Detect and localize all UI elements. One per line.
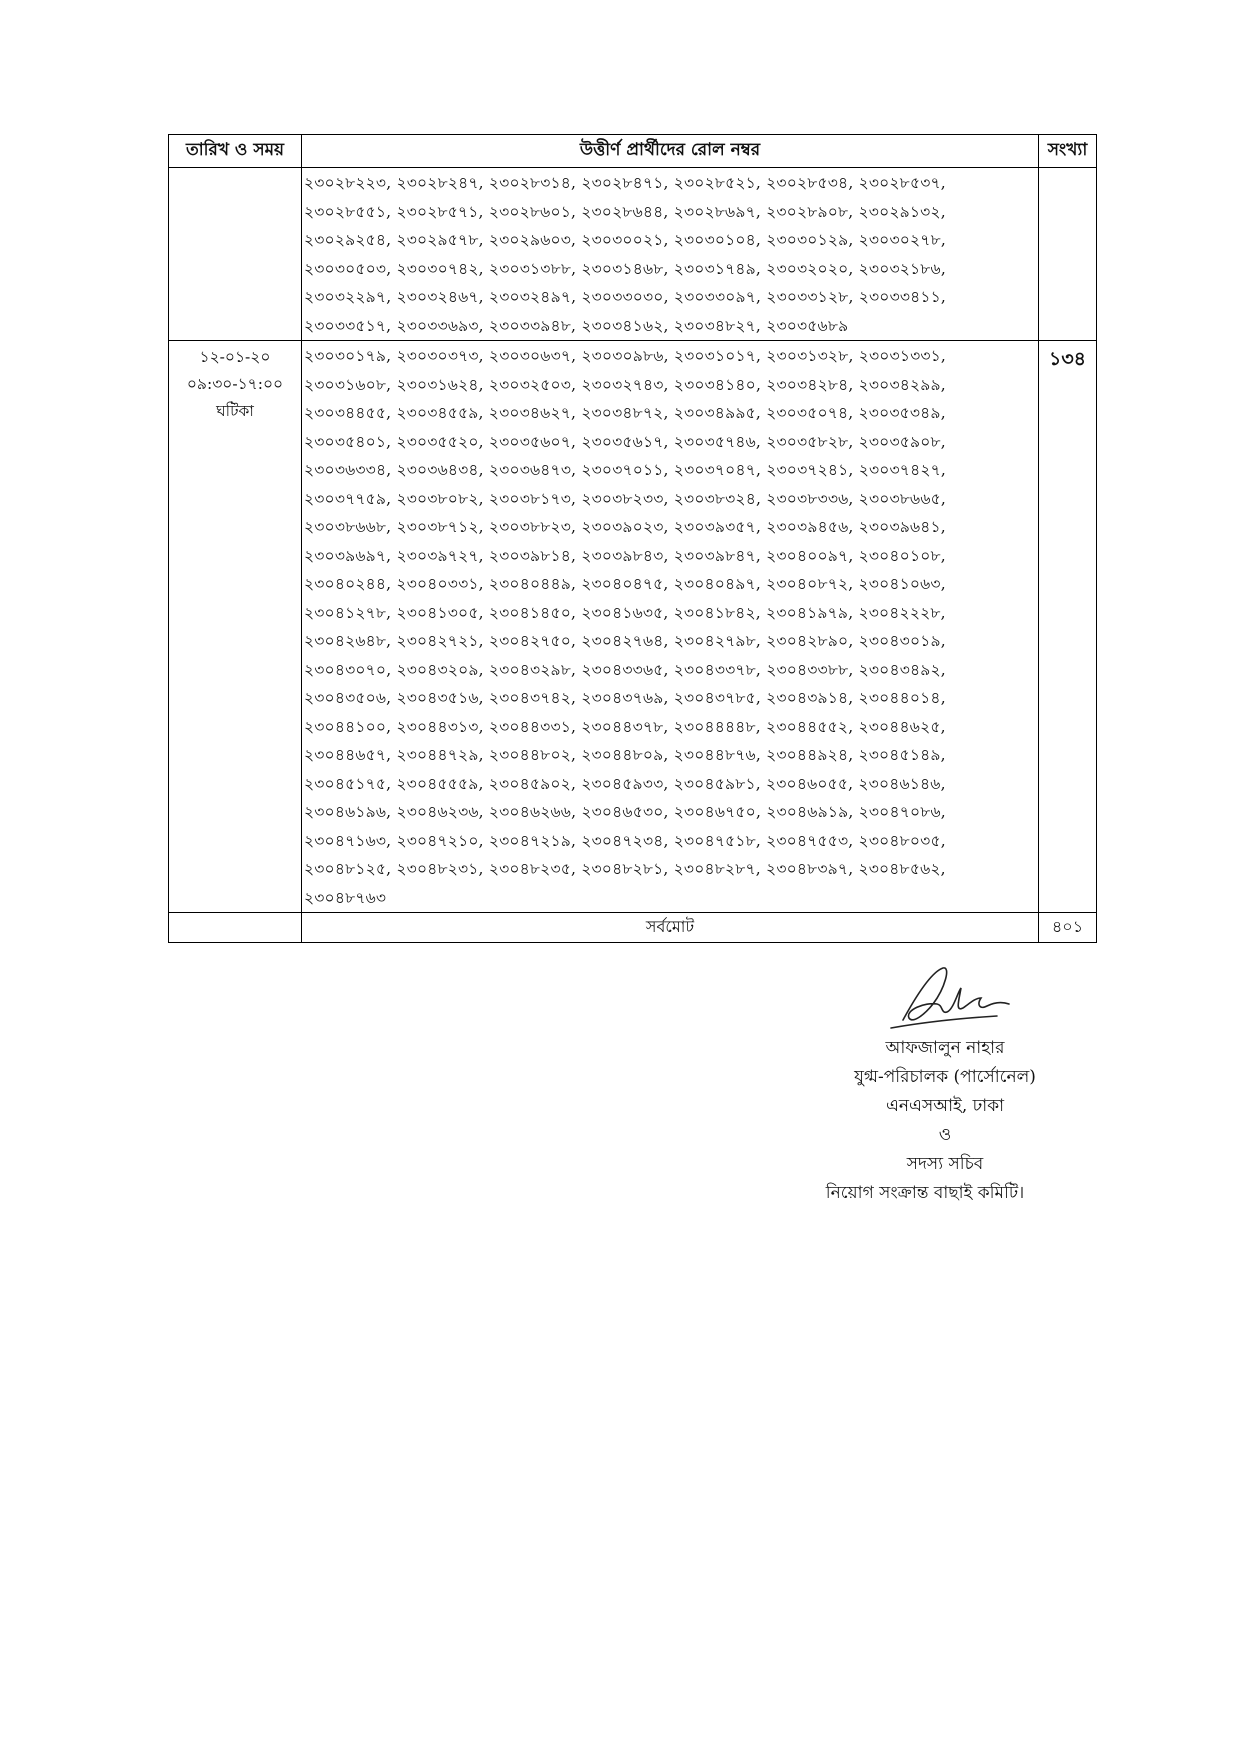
- total-row: [169, 913, 1097, 943]
- roll-number-line: ২৩০৪৩৫০৬, ২৩০৪৩৫১৬, ২৩০৪৩৭৪২, ২৩০৪৩৭৬৯, ২৩০৪৩৭৮৫, ২৩০৪৩৯১৪, ২৩০৪৪০১৪,: [304, 689, 946, 707]
- count-cell: [1039, 168, 1097, 341]
- roll-number-line: ২৩০৩২২৯৭, ২৩০৩২৪৬৭, ২৩০৩২৪৯৭, ২৩০৩৩০৩০, ২৩০৩৩০৯৭, ২৩০৩৩১২৮, ২৩০৩৩৪১১,: [304, 288, 947, 306]
- roll-number-line: ২৩০৪৮৭৬৩: [304, 888, 387, 907]
- signatory-committee: নিয়োগ সংক্রান্ত বাছাই কমিটি।: [825, 1183, 1025, 1203]
- roll-number-line: ২৩০৩৩৫১৭, ২৩০৩৩৬৯৩, ২৩০৩৩৯৪৮, ২৩০৩৪১৬২, ২৩০৩৪৮২৭, ২৩০৩৫৬৮৯: [304, 316, 849, 335]
- roll-number-line: ২৩০৩৪৪৫৫, ২৩০৩৪৫৫৯, ২৩০৩৪৬২৭, ২৩০৩৪৮৭২, ২৩০৩৪৯৯৫, ২৩০৩৫০৭৪, ২৩০৩৫৩৪৯,: [304, 404, 946, 422]
- signatory-conjunction: ও: [938, 1125, 952, 1145]
- date-time-time: ০৯:৩০-১৭:০০: [186, 375, 284, 393]
- roll-number-line: ২৩০৩৬৩৩৪, ২৩০৩৬৪৩৪, ২৩০৩৬৪৭৩, ২৩০৩৭০১১, ২৩০৩৭০৪৭, ২৩০৩৭২৪১, ২৩০৩৭৪২৭,: [304, 461, 947, 479]
- total-label: সর্বমোট: [302, 913, 1039, 943]
- signatory-designation: যুগ্ম-পরিচালক (পার্সোনেল): [854, 1067, 1036, 1087]
- table-header-row: [169, 135, 1097, 168]
- signatory-name: আফজালুন নাহার: [885, 1038, 1005, 1058]
- roll-number-line: ২৩০৩৯৬৯৭, ২৩০৩৯৭২৭, ২৩০৩৯৮১৪, ২৩০৩৯৮৪৩, ২৩০৩৯৮৪৭, ২৩০৪০০৯৭, ২৩০৪০১০৮,: [304, 546, 946, 565]
- roll-number-line: ২৩০৩৮৬৬৮, ২৩০৩৮৭১২, ২৩০৩৮৮২৩, ২৩০৩৯০২৩, ২৩০৩৯৩৫৭, ২৩০৩৯৪৫৬, ২৩০৩৯৬৪১,: [304, 518, 946, 536]
- roll-number-line: ২৩০৩৫৪০১, ২৩০৩৫৫২০, ২৩০৩৫৬০৭, ২৩০৩৫৬১৭, ২৩০৩৫৭৪৬, ২৩০৩৫৮২৮, ২৩০৩৫৯০৮,: [304, 432, 946, 451]
- roll-number-line: ২৩০৩৭৭৫৯, ২৩০৩৮০৮২, ২৩০৩৮১৭৩, ২৩০৩৮২৩৩, ২৩০৩৮৩২৪, ২৩০৩৮৩৩৬, ২৩০৩৮৬৬৫,: [304, 489, 946, 508]
- date-time-cell: [169, 168, 302, 341]
- roll-number-line: ২৩০৪৪১০০, ২৩০৪৪৩১৩, ২৩০৪৪৩৩১, ২৩০৪৪৩৭৮, ২৩০৪৪৪৪৮, ২৩০৪৪৫৫২, ২৩০৪৪৬২৫,: [304, 717, 946, 736]
- roll-number-line: ২৩০৪০২৪৪, ২৩০৪০৩৩১, ২৩০৪০৪৪৯, ২৩০৪০৪৭৫, ২৩০৪০৪৯৭, ২৩০৪০৮৭২, ২৩০৪১০৬৩,: [304, 575, 946, 593]
- date-time-unit: ঘটিকা: [216, 402, 254, 420]
- roll-number-line: ২৩০৪৮১২৫, ২৩০৪৮২৩১, ২৩০৪৮২৩৫, ২৩০৪৮২৮১, ২৩০৪৮২৮৭, ২৩০৪৮৩৯৭, ২৩০৪৮৫৬২,: [304, 860, 946, 878]
- roll-number-line: ২৩০৪৪৬৫৭, ২৩০৪৪৭২৯, ২৩০৪৪৮০২, ২৩০৪৪৮০৯, ২৩০৪৪৮৭৬, ২৩০৪৪৯২৪, ২৩০৪৫১৪৯,: [304, 746, 946, 764]
- roll-numbers-cell: [302, 341, 1039, 913]
- roll-number-line: ২৩০৩১৬০৮, ২৩০৩১৬২৪, ২৩০৩২৫০৩, ২৩০৩২৭৪৩, ২৩০৩৪১৪০, ২৩০৩৪২৮৪, ২৩০৩৪২৯৯,: [304, 375, 946, 394]
- roll-number-line: ২৩০৪২৬৪৮, ২৩০৪২৭২১, ২৩০৪২৭৫০, ২৩০৪২৭৬৪, ২৩০৪২৭৯৮, ২৩০৪২৮৯০, ২৩০৪৩০১৯,: [304, 632, 946, 650]
- roll-number-line: ২৩০৪১২৭৮, ২৩০৪১৩০৫, ২৩০৪১৪৫০, ২৩০৪১৬৩৫, ২৩০৪১৮৪২, ২৩০৪১৯৭৯, ২৩০৪২২২৮,: [304, 603, 946, 622]
- roll-number-line: ২৩০২৮২২৩, ২৩০২৮২৪৭, ২৩০২৮৩১৪, ২৩০২৮৪৭১, ২৩০২৮৫২১, ২৩০২৮৫৩৪, ২৩০২৮৫৩৭,: [304, 174, 946, 192]
- header-roll-numbers: উত্তীর্ণ প্রার্থীদের রোল নম্বর: [302, 135, 1039, 168]
- roll-number-line: ২৩০২৮৫৫১, ২৩০২৮৫৭১, ২৩০২৮৬০১, ২৩০২৮৬৪৪, ২৩০২৮৬৯৭, ২৩০২৮৯০৮, ২৩০২৯১৩২,: [304, 202, 946, 221]
- roll-number-line: ২৩০৪৩০৭০, ২৩০৪৩২০৯, ২৩০৪৩২৯৮, ২৩০৪৩৩৬৫, ২৩০৪৩৩৭৮, ২৩০৪৩৩৮৮, ২৩০৪৩৪৯২,: [304, 660, 946, 679]
- roll-number-line: ২৩০৪৭১৬৩, ২৩০৪৭২১০, ২৩০৪৭২১৯, ২৩০৪৭২৩৪, ২৩০৪৭৫১৮, ২৩০৪৭৫৫৩, ২৩০৪৮০৩৫,: [304, 831, 946, 850]
- date-time-cell: [169, 341, 302, 913]
- roll-numbers-cell: [302, 168, 1039, 341]
- header-date-time: তারিখ ও সময়: [169, 135, 302, 168]
- handwritten-signature: [885, 958, 1015, 1034]
- signatory-role: সদস্য সচিব: [906, 1154, 984, 1174]
- roll-number-line: ২৩০৪৬১৯৬, ২৩০৪৬২৩৬, ২৩০৪৬২৬৬, ২৩০৪৬৫৩০, ২৩০৪৬৭৫০, ২৩০৪৬৯১৯, ২৩০৪৭০৮৬,: [304, 803, 946, 821]
- signatory-office: এনএসআই, ঢাকা: [885, 1096, 1005, 1116]
- table-body: [169, 168, 1097, 943]
- count-cell: ১৩৪: [1039, 341, 1097, 913]
- roll-number-line: ২৩০২৯২৫৪, ২৩০২৯৫৭৮, ২৩০২৯৬০৩, ২৩০৩০০২১, ২৩০৩০১০৪, ২৩০৩০১২৯, ২৩০৩০২৭৮,: [304, 231, 946, 249]
- roll-number-line: ২৩০৪৫১৭৫, ২৩০৪৫৫৫৯, ২৩০৪৫৯০২, ২৩০৪৫৯৩৩, ২৩০৪৫৯৮১, ২৩০৪৬০৫৫, ২৩০৪৬১৪৬,: [304, 774, 946, 793]
- roll-number-line: ২৩০৩০৫০৩, ২৩০৩০৭৪২, ২৩০৩১৩৮৮, ২৩০৩১৪৬৮, ২৩০৩১৭৪৯, ২৩০৩২০২০, ২৩০৩২১৮৬,: [304, 259, 946, 278]
- results-table: [168, 134, 1097, 943]
- total-empty-cell: [169, 913, 302, 943]
- date-time-date: ১২-০১-২০: [199, 348, 271, 366]
- signature-block: [790, 958, 1100, 1208]
- table-row: [169, 168, 1097, 341]
- header-count: সংখ্যা: [1039, 135, 1097, 168]
- table-row: [169, 341, 1097, 913]
- roll-number-line: ২৩০৩০১৭৯, ২৩০৩০৩৭৩, ২৩০৩০৬৩৭, ২৩০৩০৯৮৬, ২৩০৩১০১৭, ২৩০৩১৩২৮, ২৩০৩১৩৩১,: [304, 347, 947, 365]
- total-count: ৪০১: [1039, 913, 1097, 943]
